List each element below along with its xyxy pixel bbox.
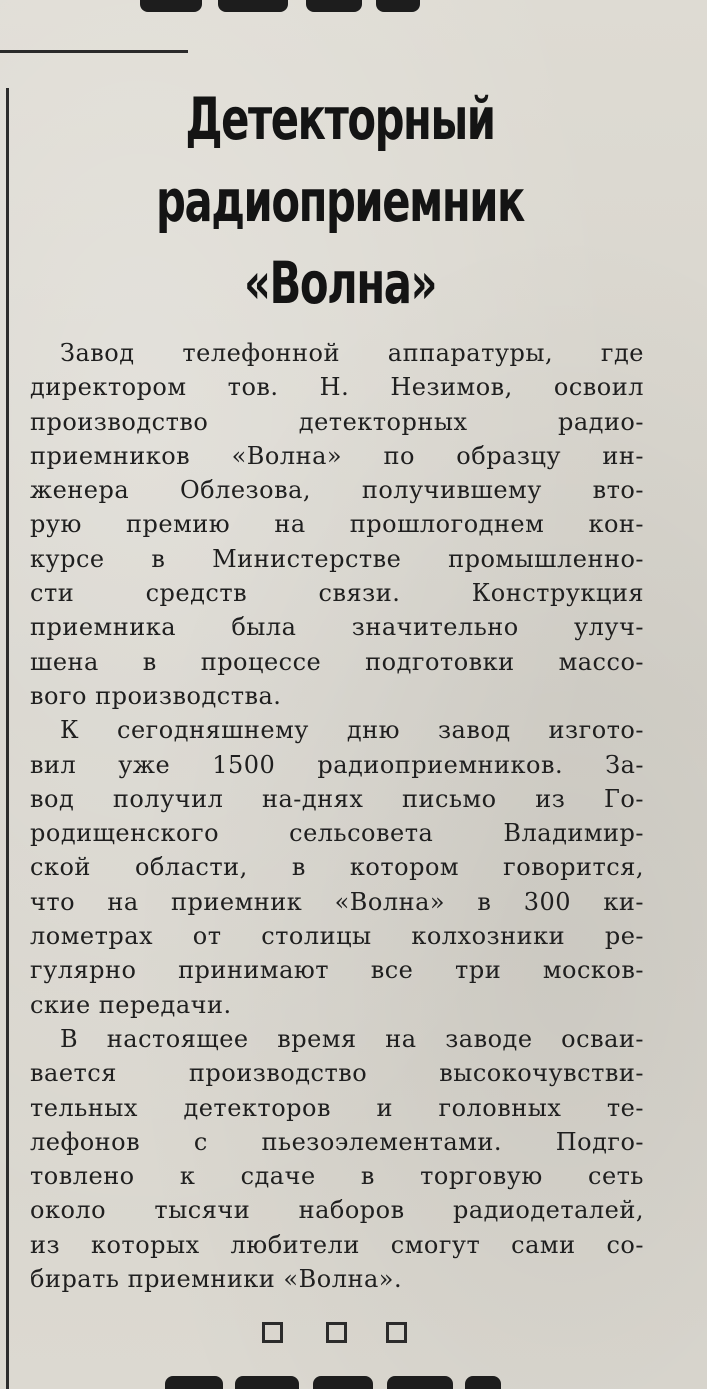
paragraph-1-line: приемников «Волна» по образцу ин-	[30, 441, 644, 470]
paragraph-3-line: из которых любители смогут сами со-	[30, 1230, 644, 1259]
paragraph-3-line: товлено к сдаче в торговую сеть	[30, 1162, 644, 1191]
paragraph-1-line: шена в процессе подготовки массо-	[30, 647, 644, 676]
paragraph-1-line: рую премию на прошлогоднем кон-	[30, 510, 644, 539]
separator-square-icon	[326, 1322, 347, 1343]
paragraph-1-line: женера Облезова, получившему вто-	[30, 476, 644, 505]
previous-article-heading-fragment	[140, 0, 440, 20]
headline-line-2: радиоприемник	[156, 167, 524, 235]
paragraph-3-line: лефонов с пьезоэлементами. Подго-	[30, 1127, 644, 1156]
paragraph-2-line: что на приемник «Волна» в 300 ки-	[30, 887, 644, 916]
paragraph-2-line: гулярно принимают все три москов-	[30, 956, 644, 985]
paragraph-3-line: тельных детекторов и головных те-	[30, 1093, 644, 1122]
paragraph-3-line: вается производство высокочувстви-	[30, 1059, 644, 1088]
paragraph-1-line: приемника была значительно улуч-	[30, 613, 644, 642]
separator-square-icon	[262, 1322, 283, 1343]
paragraph-1-line: Завод телефонной аппаратуры, где	[60, 339, 644, 367]
paragraph-2-line: родищенского сельсовета Владимир-	[30, 819, 644, 848]
paragraph-2-line: ские передачи.	[30, 990, 232, 1019]
article-body	[30, 336, 644, 1296]
paragraph-2-line: К сегодняшнему дню завод изгото-	[60, 716, 644, 745]
paragraph-1-line: курсе в Министерстве промышленно-	[30, 544, 644, 573]
paragraph-1-line: директором тов. Н. Незимов, освоил	[30, 373, 644, 402]
section-separator	[262, 1322, 412, 1342]
paragraph-2-line: вил уже 1500 радиоприемников. За-	[30, 750, 644, 779]
column-divider-vertical	[6, 88, 9, 1389]
paragraph-3-line: В настоящее время на заводе осваи-	[60, 1024, 644, 1053]
article-headline	[30, 78, 650, 324]
headline-line-3: «Волна»	[243, 249, 437, 317]
paragraph-3-line: бирать приемники «Волна».	[30, 1265, 403, 1294]
paragraph-3-line: около тысячи наборов радиодеталей,	[30, 1196, 644, 1225]
paragraph-2-line: вод получил на-днях письмо из Го-	[30, 784, 644, 813]
paragraph-1-line: производство детекторных радио-	[30, 407, 644, 436]
paragraph-1-line: вого производства.	[30, 681, 282, 710]
separator-square-icon	[386, 1322, 407, 1343]
headline-line-1: Детекторный	[185, 85, 495, 153]
paragraph-2-line: ской области, в котором говорится,	[30, 853, 644, 882]
column-divider-horizontal	[0, 50, 188, 53]
paragraph-1-line: сти средств связи. Конструкция	[30, 579, 644, 608]
paragraph-2-line: лометрах от столицы колхозники ре-	[30, 922, 644, 951]
next-article-heading-fragment	[165, 1370, 505, 1389]
